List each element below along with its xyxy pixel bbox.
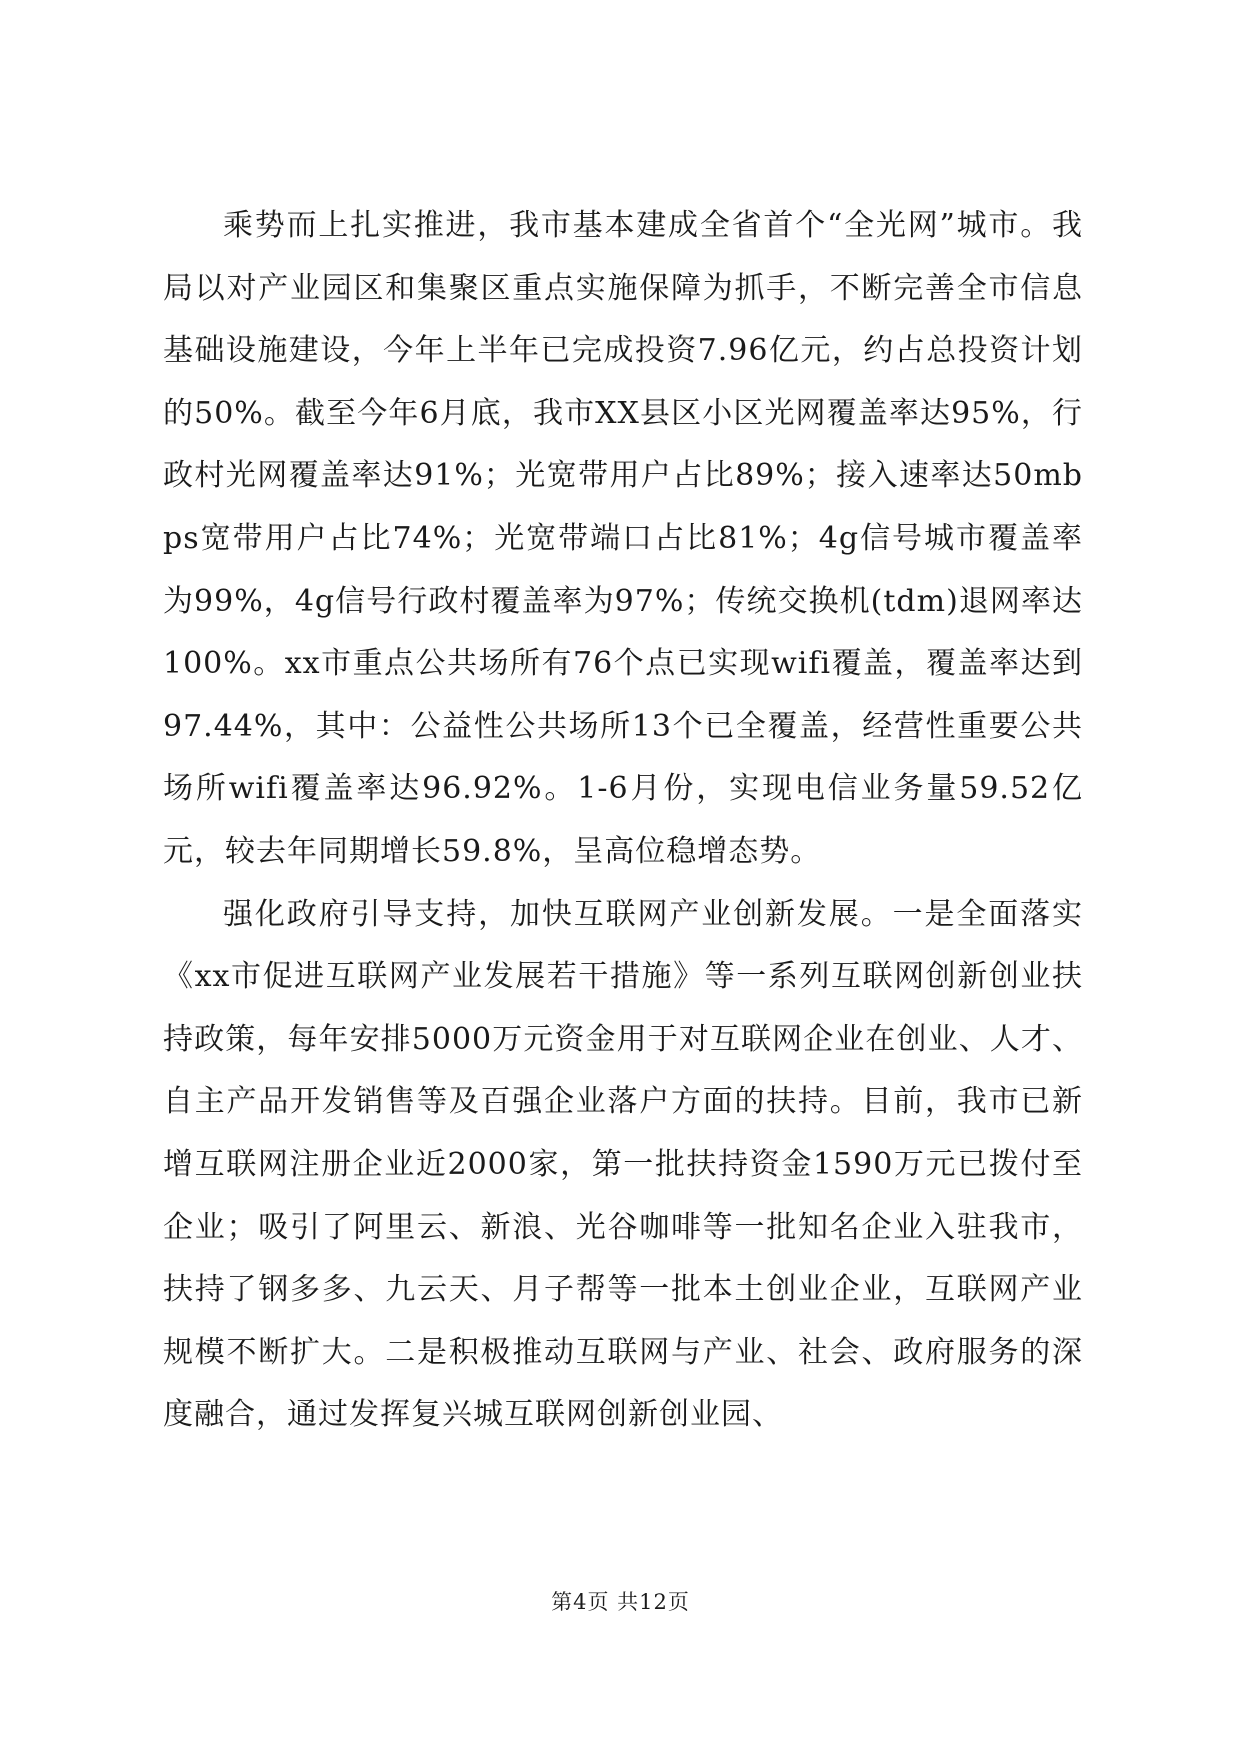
paragraph-infrastructure: 乘势而上扎实推进，我市基本建成全省首个“全光网”城市。我局以对产业园区和集聚区重点实施保障为抓手，不断完善全市信息基础设施建设，今年上半年已完成投资7.96亿元，约占总投资计划的50%。截至今年6月底，我市XX县区小区光网覆盖率达95%，行政村光网覆盖率达91%；光宽带用户占比89%；接入速率达50mbps宽带用户占比74%；光宽带端口占比81%；4g信号城市覆盖率为99%，4g信号行政村覆盖率为97%；传统交换机(tdm)退网率达100%。xx市重点公共场所有76个点已实现wifi覆盖，覆盖率达到97.44%，其中：公益性公共场所13个已全覆盖，经营性重要公共场所wifi覆盖率达96.92%。1-6月份，实现电信业务量59.52亿元，较去年同期增长59.8%，呈高位稳增态势。 (163, 208, 1083, 869)
page-number-footer: 第4页 共12页 (551, 1590, 690, 1614)
paragraph-internet-industry: 强化政府引导支持，加快互联网产业创新发展。一是全面落实《xx市促进互联网产业发展若干措施》等一系列互联网创新创业扶持政策，每年安排5000万元资金用于对互联网企业在创业、人才、自主产品开发销售等及百强企业落户方面的扶持。目前，我市已新增互联网注册企业近2000家，第一批扶持资金1590万元已拨付至企业；吸引了阿里云、新浪、光谷咖啡等一批知名企业入驻我市，扶持了钢多多、九云天、月子帮等一批本土创业企业，互联网产业规模不断扩大。二是积极推动互联网与产业、社会、政府服务的深度融合，通过发挥复兴城互联网创新创业园、 (163, 896, 1083, 1433)
document-body (163, 195, 1083, 1447)
